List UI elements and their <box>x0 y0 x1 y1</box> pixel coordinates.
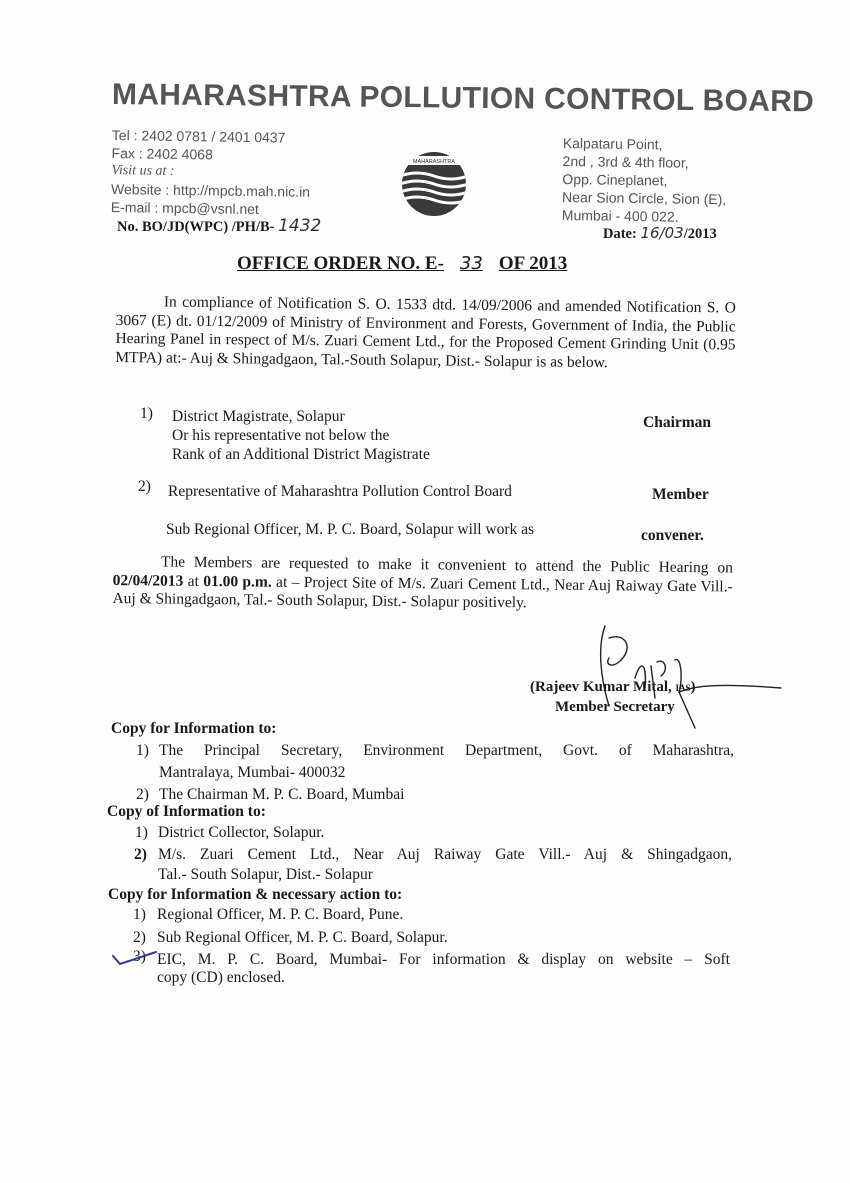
handwritten-reference-number: 1432 <box>278 216 322 236</box>
copy-item-number: 2) <box>134 846 147 863</box>
panel-role-chairman: Chairman <box>643 414 712 431</box>
copy-item-text: Tal.- South Solapur, Dist.- Solapur <box>158 866 373 883</box>
order-title-suffix: OF 2013 <box>498 253 568 274</box>
reference-label: No. BO/JD(WPC) /PH/B- <box>117 219 275 235</box>
copy-item-text: Sub Regional Officer, M. P. C. Board, Solapur. <box>157 929 448 946</box>
copy-item-number: 2) <box>133 929 146 946</box>
address-block <box>562 134 727 226</box>
hearing-time: 01.00 p.m. <box>203 572 272 591</box>
convener-text: Sub Regional Officer, M. P. C. Board, Solapur will work as <box>166 521 535 538</box>
address-line: 2nd , 3rd & 4th floor, <box>562 152 689 171</box>
hearing-date: 02/04/2013 <box>112 571 184 590</box>
panel-item-number: 1) <box>140 405 153 422</box>
copy-item-number: 1) <box>133 906 146 923</box>
fax: Fax : 2402 4068 <box>111 144 213 163</box>
copy-item-number: 2) <box>136 786 149 803</box>
address-line: Near Sion Circle, Sion (E), <box>562 188 727 208</box>
copy-item-text: The Principal Secretary, Environment Department, Govt. of Maharashtra, <box>159 742 734 759</box>
copy-item-number: 1) <box>136 742 149 759</box>
copy-heading: Copy for Information to: <box>111 720 277 737</box>
logo-text: MAHARASHTRA <box>412 159 456 165</box>
telephone: Tel : 2402 0781 / 2401 0437 <box>111 126 286 146</box>
copy-item-text: Mantralaya, Mumbai- 400032 <box>159 764 346 781</box>
order-number: 33 <box>459 253 483 274</box>
signatory-title: Member Secretary <box>555 699 675 715</box>
mpcb-logo-icon <box>398 146 470 218</box>
contact-block <box>111 126 311 219</box>
address-line: Kalpataru Point, <box>562 134 663 153</box>
copy-heading: Copy for Information & necessary action to: <box>108 886 403 903</box>
panel-item-number: 2) <box>138 478 151 495</box>
date-label: Date: <box>603 226 637 242</box>
panel-item-text <box>172 407 430 464</box>
check-mark-icon <box>110 944 160 970</box>
intro-paragraph: In compliance of Notification S. O. 1533 dtd. 14/09/2006 and amended Notification S. O 3067 (E) dt. 01/12/2009 of Ministry of Environment and Forests, Government of India, the Public Hearing Panel in respect of M/s. Zuari Cement Ltd., for the Proposed Cement Grinding Unit (0.95 MTPA) at:- Auj & Shingadgaon, Tal.-South Solapur, Dist.- Solapur is as below. <box>115 293 736 371</box>
hearing-text: The Members are requested to make it convenient to attend the Public Hearing on <box>160 553 733 577</box>
email: E-mail : mpcb@vsnl.net <box>110 198 260 218</box>
order-title-prefix: OFFICE ORDER NO. E- <box>237 253 444 274</box>
copy-item-text: District Collector, Solapur. <box>158 824 325 841</box>
panel-role-member: Member <box>652 486 709 503</box>
copy-item-text: copy (CD) enclosed. <box>157 969 285 986</box>
handwritten-date: 16/03 <box>640 224 684 242</box>
copy-item-number: 1) <box>135 824 148 841</box>
signatory-suffix: IAS <box>675 683 691 693</box>
date-year: /2013 <box>683 226 717 242</box>
panel-item-text: Representative of Maharashtra Pollution Control Board <box>168 483 512 500</box>
organization-name: MAHARASHTRA POLLUTION CONTROL BOARD <box>111 78 815 119</box>
visit-label: Visit us at : <box>111 162 175 179</box>
panel-line: Rank of an Additional District Magistrate <box>172 446 430 463</box>
hearing-text: at <box>183 572 204 590</box>
date <box>603 224 717 243</box>
copy-heading: Copy of Information to: <box>107 803 266 820</box>
copy-item-text: The Chairman M. P. C. Board, Mumbai <box>159 786 405 803</box>
hearing-paragraph <box>112 553 733 615</box>
panel-line: Or his representative not below the <box>172 427 390 444</box>
panel-line: District Magistrate, Solapur <box>172 408 345 425</box>
copy-item-number: 3) <box>133 948 146 965</box>
signatory-name <box>530 679 696 696</box>
signatory-close: ) <box>690 679 696 695</box>
copy-item-text: Regional Officer, M. P. C. Board, Pune. <box>157 906 404 923</box>
signatory-name-text: (Rajeev Kumar Mital, <box>530 679 672 695</box>
address-line: Mumbai - 400 022. <box>561 206 679 225</box>
signature-icon <box>595 618 785 738</box>
convener-role: convener. <box>641 527 704 544</box>
copy-item-text: M/s. Zuari Cement Ltd., Near Auj Raiway Gate Vill.- Auj & Shingadgaon, <box>158 846 732 863</box>
address-line: Opp. Cineplanet, <box>562 170 668 189</box>
hearing-text: at – Project Site of M/s. Zuari Cement Ltd., Near Auj Raiway Gate Vill.- Auj & Shingadgaon, Tal.- South Solapur, Dist.- Solapur positively. <box>112 573 733 612</box>
reference-number <box>117 216 321 236</box>
copy-item-text: EIC, M. P. C. Board, Mumbai- For information & display on website – Soft <box>157 951 730 968</box>
website: Website : http://mpcb.mah.nic.in <box>111 180 311 200</box>
page-title <box>237 253 567 275</box>
